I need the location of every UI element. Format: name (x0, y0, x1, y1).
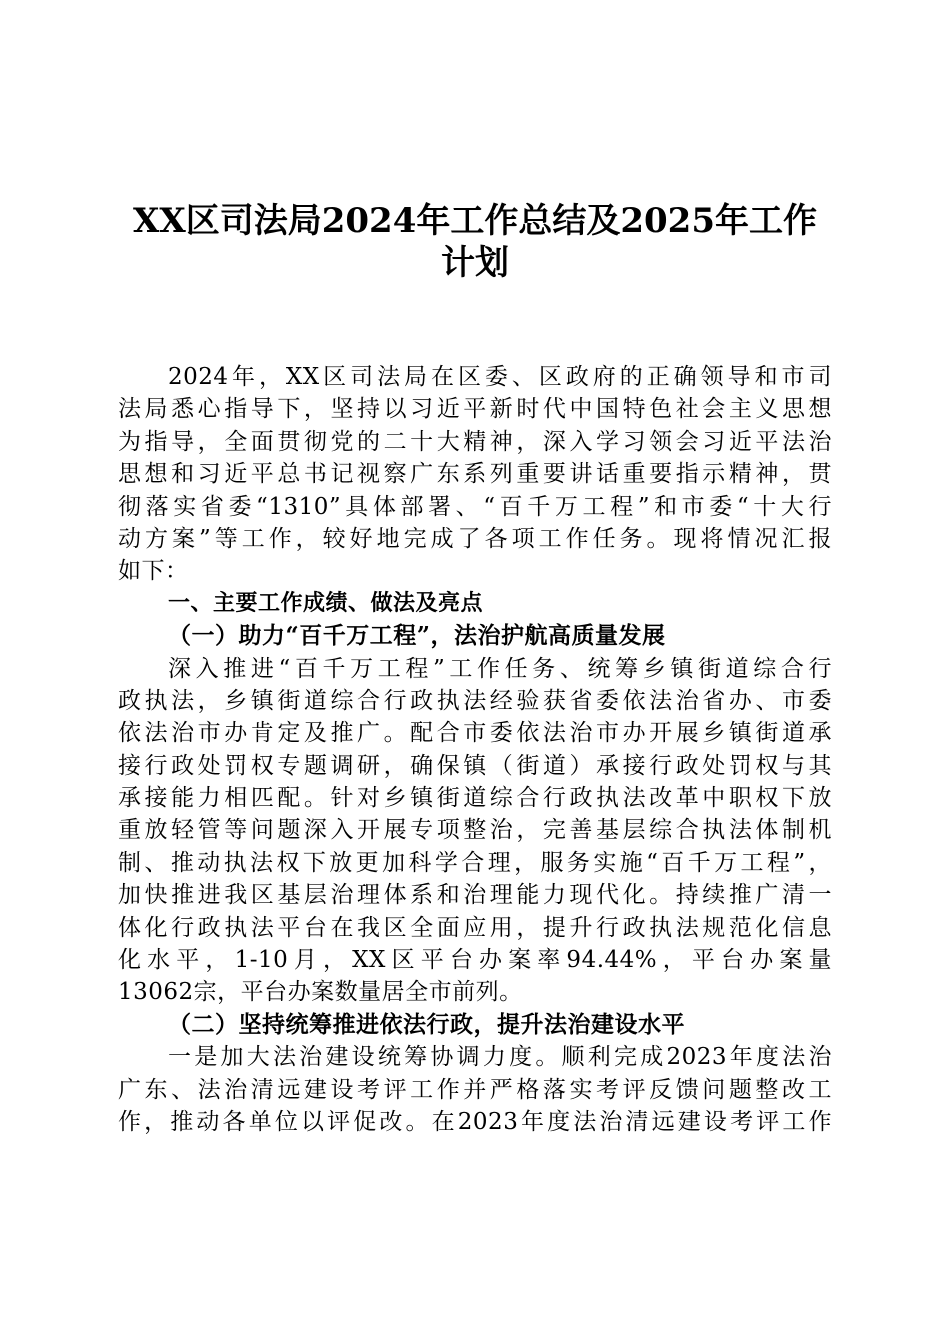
paragraph-line: 作，推动各单位以评促改。在2023年度法治清远建设考评工作 (118, 1108, 832, 1135)
paragraph-line: 依法治市办肯定及推广。配合市委依法治市办开展乡镇街道承 (118, 720, 832, 747)
paragraph-line: 一是加大法治建设统筹协调力度。顺利完成2023年度法治 (168, 1044, 832, 1071)
paragraph-line: 重放轻管等问题深入开展专项整治，完善基层综合执法体制机 (118, 817, 832, 844)
paragraph-line: 深入推进“百千万工程”工作任务、统筹乡镇街道综合行 (168, 655, 832, 682)
subsection-heading: （二）坚持统筹推进依法行政，提升法治建设水平 (168, 1010, 685, 1038)
paragraph-line: 思想和习近平总书记视察广东系列重要讲话重要指示精神，贯 (118, 461, 832, 488)
paragraph-line: 制、推动执法权下放更加科学合理，服务实施“百千万工程”， (118, 849, 832, 876)
paragraph-line: 动方案”等工作，较好地完成了各项工作任务。现将情况汇报 (118, 525, 832, 552)
paragraph-line: 加快推进我区基层治理体系和治理能力现代化。持续推广清一 (118, 882, 832, 909)
section-heading: 一、主要工作成绩、做法及亮点 (168, 590, 484, 616)
paragraph-line: 接行政处罚权专题调研，确保镇（街道）承接行政处罚权与其 (118, 752, 832, 779)
paragraph-line: 化水平，1-10月，XX区平台办案率94.44%，平台办案量 (118, 947, 832, 974)
subsection-heading: （一）助力“百千万工程”，法治护航高质量发展 (168, 622, 666, 650)
paragraph-line: 为指导，全面贯彻党的二十大精神，深入学习领会习近平法治 (118, 428, 832, 455)
paragraph-line: 13062宗，平台办案数量居全市前列。 (118, 979, 523, 1006)
paragraph-line: 法局悉心指导下，坚持以习近平新时代中国特色社会主义思想 (118, 396, 832, 423)
paragraph-line: 广东、法治清远建设考评工作并严格落实考评反馈问题整改工 (118, 1076, 832, 1103)
paragraph-line: 彻落实省委“1310”具体部署、“百千万工程”和市委“十大行 (118, 493, 832, 520)
document-body (118, 361, 832, 1138)
document-title-line-2: 计划 (441, 243, 509, 283)
paragraph-line: 2024年，XX区司法局在区委、区政府的正确领导和市司 (168, 364, 832, 390)
paragraph-line: 政执法，乡镇街道综合行政执法经验获省委依法治省办、市委 (118, 687, 832, 714)
paragraph-line: 如下： (118, 558, 189, 585)
paragraph-line: 承接能力相匹配。针对乡镇街道综合行政执法改革中职权下放 (118, 785, 832, 812)
paragraph-line: 体化行政执法平台在我区全面应用，提升行政执法规范化信息 (118, 914, 832, 941)
document-title-line-1: XX区司法局2024年工作总结及2025年工作 (132, 201, 818, 241)
